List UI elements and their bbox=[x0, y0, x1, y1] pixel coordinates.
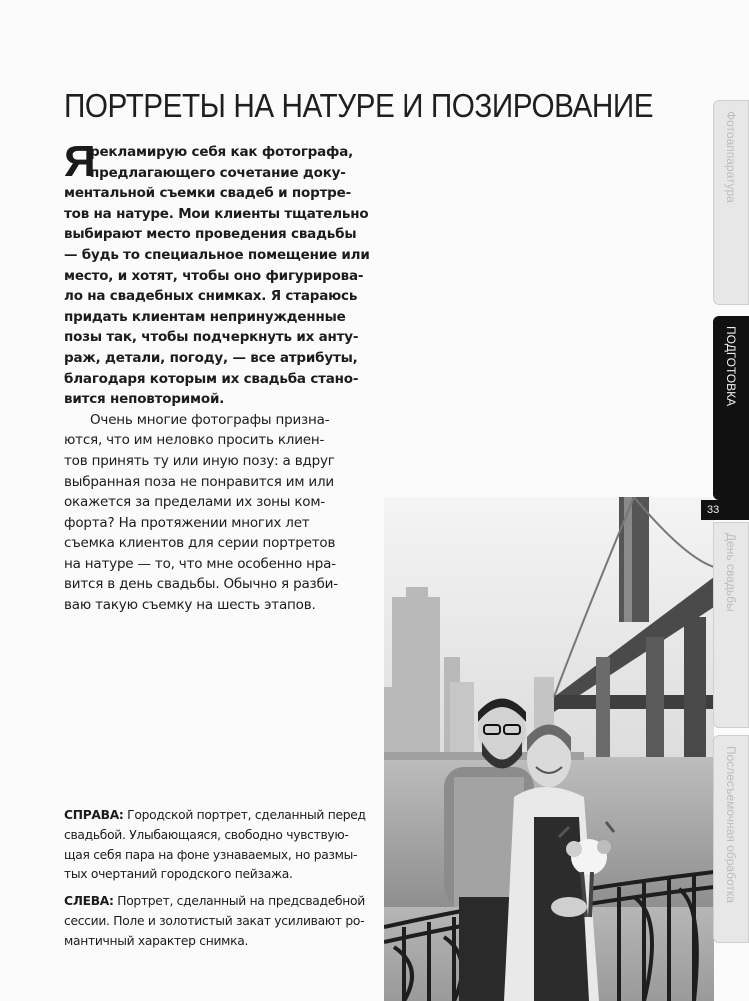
caption-line: свадьбой. Улыбающаяся, свободно чувствую- bbox=[64, 827, 349, 842]
intro-line: ло на свадебных снимках. Я стараюсь bbox=[64, 288, 358, 305]
caption-text: Городской портрет, сделанный перед bbox=[123, 808, 366, 822]
intro-line: придать клиентам непринужденные bbox=[64, 308, 346, 325]
intro-line: благодаря которым их свадьба стано- bbox=[64, 370, 359, 387]
paragraph-line: форта? На протяжении многих лет bbox=[64, 514, 310, 531]
tab-label: Фотоаппаратура bbox=[724, 111, 738, 203]
intro-line: предлагающего сочетание доку- bbox=[90, 164, 346, 181]
caption-right bbox=[64, 806, 364, 885]
caption-label: СЛЕВА: bbox=[64, 894, 114, 908]
tab-wedding-day[interactable] bbox=[713, 522, 749, 728]
caption-left bbox=[64, 892, 364, 951]
caption-label: СПРАВА: bbox=[64, 808, 124, 822]
intro-line: ментальной съемки свадеб и портре- bbox=[64, 185, 352, 202]
couple-photo bbox=[384, 497, 714, 1001]
tab-label: День свадьбы bbox=[724, 533, 738, 612]
page-number: 33 bbox=[701, 500, 749, 520]
caption-line: мантичный характер снимка. bbox=[64, 933, 249, 948]
intro-line: место, и хотят, чтобы оно фигурирова- bbox=[64, 267, 364, 284]
caption-line: тых очертаний городского пейзажа. bbox=[64, 867, 293, 882]
intro-line: вится неповторимой. bbox=[64, 391, 225, 408]
paragraph-line: вится в день свадьбы. Обычно я разби- bbox=[64, 576, 338, 593]
paragraph-line: тов принять ту или иную позу: а вдруг bbox=[64, 452, 335, 469]
main-text bbox=[64, 137, 370, 616]
intro-line: выбирают место проведения свадьбы bbox=[64, 226, 357, 243]
intro-paragraph bbox=[64, 137, 370, 410]
tab-label: Послесъемочная обработка bbox=[724, 746, 738, 904]
intro-line: раж, детали, погоду, — все атрибуты, bbox=[64, 349, 358, 366]
caption-line: сессии. Поле и золотистый закат усиливают ро- bbox=[64, 913, 365, 928]
caption-text: Портрет, сделанный на предсвадебной bbox=[113, 894, 365, 908]
intro-line: позы так, чтобы подчеркнуть их анту- bbox=[64, 329, 359, 346]
intro-line: рекламирую себя как фотографа, bbox=[90, 144, 354, 160]
paragraph-line: ваю такую съемку на шесть этапов. bbox=[64, 597, 316, 614]
intro-line: — будь то специальное помещение или bbox=[64, 246, 370, 263]
tab-photo-equipment[interactable] bbox=[713, 100, 749, 305]
tab-preparation[interactable] bbox=[713, 316, 749, 500]
intro-line: тов на натуре. Мои клиенты тщательно bbox=[64, 205, 369, 222]
page-title: ПОРТРЕТЫ НА НАТУРЕ И ПОЗИРОВАНИЕ bbox=[64, 87, 654, 124]
paragraph-line: на натуре — то, что мне особенно нра- bbox=[64, 555, 336, 572]
paragraph-line: ются, что им неловко просить клиен- bbox=[64, 432, 325, 449]
drop-cap: Я bbox=[64, 137, 96, 186]
tab-post-processing[interactable] bbox=[713, 735, 749, 943]
paragraph-line: съемка клиентов для серии портретов bbox=[64, 535, 336, 552]
tab-label: ПОДГОТОВКА bbox=[724, 326, 738, 407]
paragraph-2 bbox=[64, 410, 364, 616]
paragraph-line: окажется за пределами их зоны ком- bbox=[64, 494, 326, 511]
paragraph-line: Очень многие фотографы призна- bbox=[90, 411, 330, 428]
caption-line: щая себя пара на фоне узнаваемых, но размы- bbox=[64, 847, 358, 862]
paragraph-line: выбранная поза не понравится им или bbox=[64, 473, 334, 490]
